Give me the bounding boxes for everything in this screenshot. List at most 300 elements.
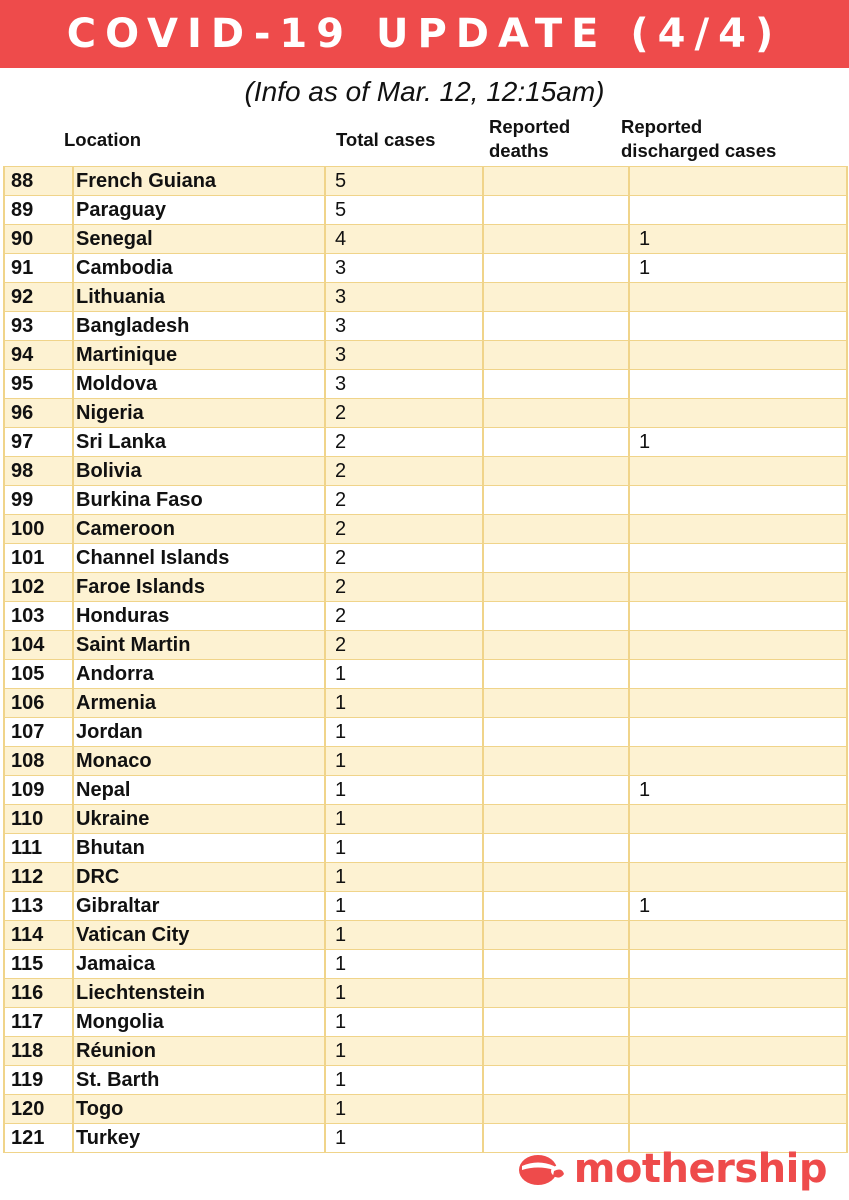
table-row	[3, 631, 848, 660]
table-grid-line	[3, 486, 5, 515]
table-grid-line	[3, 341, 5, 370]
table-grid-line	[846, 660, 848, 689]
table-row	[3, 341, 848, 370]
row-total-cases: 1	[335, 808, 347, 830]
table-grid-line	[3, 602, 5, 631]
table-grid-line	[72, 1124, 74, 1153]
table-grid-line	[72, 631, 74, 660]
column-header-deaths-line1: Reported	[489, 116, 571, 137]
table-grid-line	[324, 341, 326, 370]
table-row	[3, 776, 848, 805]
row-number: 90	[11, 228, 34, 250]
row-number: 95	[11, 373, 34, 395]
table-row	[3, 167, 848, 196]
row-total-cases: 1	[335, 692, 347, 714]
table-grid-line	[72, 892, 74, 921]
table-grid-line	[72, 283, 74, 312]
table-grid-line	[72, 196, 74, 225]
table-grid-line	[3, 399, 5, 428]
row-location: Mongolia	[76, 1011, 164, 1033]
table-grid-line	[72, 602, 74, 631]
table-grid-line	[324, 283, 326, 312]
table-grid-line	[846, 428, 848, 457]
table-grid-line	[628, 428, 630, 457]
table-grid-line	[628, 660, 630, 689]
table-grid-line	[72, 515, 74, 544]
table-grid-line	[482, 312, 484, 341]
table-grid-line	[482, 863, 484, 892]
row-number: 115	[11, 953, 44, 975]
cases-table	[3, 166, 848, 1153]
column-header-deaths-line2: deaths	[489, 140, 549, 161]
row-location: Vatican City	[76, 924, 190, 946]
row-number: 121	[11, 1127, 45, 1149]
table-grid-line	[3, 370, 5, 399]
row-location: Turkey	[76, 1127, 141, 1149]
row-number: 118	[11, 1040, 44, 1062]
header-banner	[0, 0, 849, 68]
table-grid-line	[846, 834, 848, 863]
table-grid-line	[72, 834, 74, 863]
row-location: Jordan	[76, 721, 143, 743]
table-grid-line	[72, 689, 74, 718]
row-location: Bhutan	[76, 837, 145, 859]
row-number: 101	[11, 547, 45, 569]
table-grid-line	[72, 486, 74, 515]
row-location: Channel Islands	[76, 547, 230, 569]
column-header-reported-discharged	[621, 115, 841, 163]
table-row	[3, 805, 848, 834]
table-grid-line	[3, 892, 5, 921]
table-grid-line	[72, 399, 74, 428]
row-location: Bolivia	[76, 460, 142, 482]
row-location: Paraguay	[76, 199, 167, 221]
table-grid-line	[628, 341, 630, 370]
table-row	[3, 544, 848, 573]
table-grid-line	[72, 312, 74, 341]
table-row	[3, 196, 848, 225]
table-grid-line	[72, 950, 74, 979]
table-grid-line	[482, 1124, 484, 1153]
table-grid-line	[482, 747, 484, 776]
table-grid-line	[324, 979, 326, 1008]
table-grid-line	[628, 1008, 630, 1037]
table-grid-line	[482, 776, 484, 805]
row-location: Gibraltar	[76, 895, 160, 917]
table-grid-line	[628, 225, 630, 254]
table-grid-line	[846, 892, 848, 921]
table-grid-line	[628, 457, 630, 486]
table-grid-line	[846, 457, 848, 486]
table-grid-line	[846, 631, 848, 660]
table-grid-line	[628, 1037, 630, 1066]
table-grid-line	[3, 573, 5, 602]
table-row	[3, 921, 848, 950]
table-grid-line	[846, 312, 848, 341]
row-total-cases: 3	[335, 286, 347, 308]
table-grid-line	[628, 312, 630, 341]
table-grid-line	[72, 544, 74, 573]
row-location: Togo	[76, 1098, 124, 1120]
table-row	[3, 1008, 848, 1037]
row-total-cases: 2	[335, 605, 347, 627]
table-grid-line	[324, 950, 326, 979]
row-total-cases: 2	[335, 518, 347, 540]
row-total-cases: 1	[335, 721, 347, 743]
table-row	[3, 660, 848, 689]
table-row	[3, 1037, 848, 1066]
column-header-discharged-line2: discharged cases	[621, 140, 777, 161]
table-grid-line	[846, 544, 848, 573]
table-grid-line	[846, 486, 848, 515]
table-grid-line	[628, 370, 630, 399]
table-grid-line	[324, 196, 326, 225]
table-grid-line	[324, 515, 326, 544]
table-row	[3, 515, 848, 544]
row-number: 112	[11, 866, 44, 888]
row-location: Martinique	[76, 344, 178, 366]
row-number: 100	[11, 518, 45, 540]
table-grid-line	[482, 805, 484, 834]
row-location: Burkina Faso	[76, 489, 203, 511]
table-grid-line	[628, 544, 630, 573]
row-total-cases: 5	[335, 199, 347, 221]
row-number: 88	[11, 170, 34, 192]
column-header-total-cases: Total cases	[336, 129, 436, 150]
mothership-logo-icon	[516, 1149, 566, 1189]
table-grid-line	[3, 1095, 5, 1124]
row-number: 89	[11, 199, 34, 221]
table-grid-line	[482, 1037, 484, 1066]
table-grid-line	[324, 254, 326, 283]
row-number: 111	[11, 837, 43, 859]
table-grid-line	[846, 776, 848, 805]
row-number: 110	[11, 808, 44, 830]
row-total-cases: 1	[335, 895, 347, 917]
row-number: 94	[11, 344, 34, 366]
table-grid-line	[324, 573, 326, 602]
row-location: Réunion	[76, 1040, 156, 1062]
row-number: 97	[11, 431, 34, 453]
table-grid-line	[628, 950, 630, 979]
table-grid-line	[324, 660, 326, 689]
table-grid-line	[3, 544, 5, 573]
row-total-cases: 2	[335, 547, 347, 569]
table-grid-line	[72, 341, 74, 370]
table-grid-line	[846, 950, 848, 979]
row-location: St. Barth	[76, 1069, 160, 1091]
table-grid-line	[72, 921, 74, 950]
table-grid-line	[3, 457, 5, 486]
row-number: 108	[11, 750, 45, 772]
table-row	[3, 486, 848, 515]
table-grid-line	[72, 428, 74, 457]
table-grid-line	[846, 196, 848, 225]
table-grid-line	[72, 225, 74, 254]
table-grid-line	[3, 312, 5, 341]
table-grid-line	[72, 660, 74, 689]
table-row	[3, 428, 848, 457]
row-location: Bangladesh	[76, 315, 190, 337]
row-number: 105	[11, 663, 45, 685]
table-grid-line	[482, 979, 484, 1008]
table-grid-line	[72, 776, 74, 805]
row-number: 114	[11, 924, 44, 946]
table-grid-line	[482, 486, 484, 515]
row-total-cases: 2	[335, 634, 347, 656]
table-grid-line	[324, 834, 326, 863]
info-timestamp: (Info as of Mar. 12, 12:15am)	[244, 76, 605, 107]
table-grid-line	[72, 573, 74, 602]
row-total-cases: 2	[335, 431, 347, 453]
table-grid-line	[3, 689, 5, 718]
row-total-cases: 1	[335, 866, 347, 888]
table-grid-line	[628, 515, 630, 544]
table-grid-line	[628, 573, 630, 602]
table-grid-line	[846, 283, 848, 312]
row-location: DRC	[76, 866, 120, 888]
table-row	[3, 1095, 848, 1124]
table-grid-line	[3, 979, 5, 1008]
row-discharged-cases: 1	[639, 431, 651, 453]
table-grid-line	[482, 544, 484, 573]
row-total-cases: 3	[335, 257, 347, 279]
row-location: Jamaica	[76, 953, 155, 975]
table-grid-line	[846, 1095, 848, 1124]
row-number: 113	[11, 895, 44, 917]
table-grid-line	[628, 921, 630, 950]
table-grid-line	[324, 863, 326, 892]
row-location: Andorra	[76, 663, 154, 685]
row-total-cases: 1	[335, 1069, 347, 1091]
table-grid-line	[324, 544, 326, 573]
table-row	[3, 834, 848, 863]
row-location: French Guiana	[76, 170, 217, 192]
row-total-cases: 1	[335, 750, 347, 772]
row-number: 119	[11, 1069, 44, 1091]
row-total-cases: 4	[335, 228, 347, 250]
table-grid-line	[482, 167, 484, 196]
table-grid-line	[324, 428, 326, 457]
table-grid-line	[846, 515, 848, 544]
table-grid-line	[324, 1008, 326, 1037]
table-grid-line	[324, 689, 326, 718]
table-grid-line	[324, 747, 326, 776]
table-row	[3, 747, 848, 776]
row-location: Senegal	[76, 228, 153, 250]
table-grid-line	[324, 1066, 326, 1095]
table-grid-line	[3, 1124, 5, 1153]
table-grid-line	[72, 718, 74, 747]
table-grid-line	[72, 1037, 74, 1066]
table-grid-line	[846, 921, 848, 950]
row-number: 117	[11, 1011, 44, 1033]
table-grid-line	[482, 834, 484, 863]
row-total-cases: 1	[335, 1011, 347, 1033]
table-grid-line	[482, 1008, 484, 1037]
table-grid-line	[324, 370, 326, 399]
table-grid-line	[3, 225, 5, 254]
row-number: 104	[11, 634, 45, 656]
page-title: COVID-19 UPDATE (4/4)	[66, 11, 783, 57]
table-grid-line	[628, 718, 630, 747]
table-grid-line	[3, 776, 5, 805]
row-location: Liechtenstein	[76, 982, 205, 1004]
table-grid-line	[3, 1066, 5, 1095]
table-grid-line	[324, 1095, 326, 1124]
table-grid-line	[482, 399, 484, 428]
row-discharged-cases: 1	[639, 257, 651, 279]
row-location: Sri Lanka	[76, 431, 167, 453]
table-grid-line	[3, 254, 5, 283]
table-grid-line	[482, 1095, 484, 1124]
table-grid-line	[324, 718, 326, 747]
row-discharged-cases: 1	[639, 895, 651, 917]
row-number: 98	[11, 460, 34, 482]
row-number: 96	[11, 402, 34, 424]
column-header-discharged-line1: Reported	[621, 116, 703, 137]
table-grid-line	[324, 805, 326, 834]
table-row	[3, 457, 848, 486]
row-number: 92	[11, 286, 34, 308]
row-location: Cameroon	[76, 518, 175, 540]
table-grid-line	[3, 834, 5, 863]
table-row	[3, 892, 848, 921]
row-location: Cambodia	[76, 257, 173, 279]
table-grid-line	[72, 747, 74, 776]
table-grid-line	[628, 863, 630, 892]
table-grid-line	[72, 979, 74, 1008]
table-grid-line	[628, 805, 630, 834]
table-grid-line	[324, 776, 326, 805]
table-grid-line	[3, 805, 5, 834]
table-row	[3, 950, 848, 979]
row-total-cases: 5	[335, 170, 347, 192]
table-grid-line	[482, 254, 484, 283]
table-grid-line	[72, 805, 74, 834]
table-grid-line	[3, 718, 5, 747]
table-grid-line	[482, 196, 484, 225]
table-grid-line	[324, 399, 326, 428]
table-grid-line	[628, 689, 630, 718]
table-grid-line	[482, 631, 484, 660]
table-row	[3, 399, 848, 428]
table-grid-line	[846, 1066, 848, 1095]
row-total-cases: 2	[335, 460, 347, 482]
row-total-cases: 1	[335, 924, 347, 946]
table-grid-line	[3, 283, 5, 312]
table-grid-line	[482, 718, 484, 747]
table-row	[3, 718, 848, 747]
table-grid-line	[628, 602, 630, 631]
table-row	[3, 225, 848, 254]
table-grid-line	[482, 225, 484, 254]
table-grid-line	[482, 921, 484, 950]
table-grid-line	[846, 1008, 848, 1037]
table-grid-line	[3, 921, 5, 950]
table-row	[3, 312, 848, 341]
table-row	[3, 283, 848, 312]
row-location: Nigeria	[76, 402, 144, 424]
table-grid-line	[324, 225, 326, 254]
row-number: 103	[11, 605, 45, 627]
row-total-cases: 3	[335, 373, 347, 395]
table-row	[3, 689, 848, 718]
row-total-cases: 1	[335, 779, 347, 801]
table-grid-line	[482, 515, 484, 544]
table-grid-line	[846, 254, 848, 283]
table-grid-line	[482, 283, 484, 312]
table-grid-line	[846, 399, 848, 428]
table-grid-line	[324, 1124, 326, 1153]
row-number: 93	[11, 315, 34, 337]
row-number: 91	[11, 257, 34, 279]
table-row	[3, 370, 848, 399]
table-grid-line	[628, 196, 630, 225]
table-grid-line	[846, 167, 848, 196]
row-number: 120	[11, 1098, 45, 1120]
table-grid-line	[846, 718, 848, 747]
table-grid-line	[3, 863, 5, 892]
table-grid-line	[846, 689, 848, 718]
table-grid-line	[482, 602, 484, 631]
table-grid-line	[846, 863, 848, 892]
row-location: Lithuania	[76, 286, 165, 308]
table-grid-line	[482, 689, 484, 718]
mothership-logo-text: mothership	[573, 1146, 827, 1192]
table-grid-line	[482, 457, 484, 486]
row-total-cases: 2	[335, 489, 347, 511]
mothership-logo	[516, 1146, 827, 1192]
table-grid-line	[482, 428, 484, 457]
row-location: Honduras	[76, 605, 170, 627]
table-grid-line	[72, 254, 74, 283]
row-location: Armenia	[76, 692, 157, 714]
table-grid-line	[72, 1008, 74, 1037]
table-grid-line	[72, 1066, 74, 1095]
table-row	[3, 1066, 848, 1095]
table-grid-line	[72, 1095, 74, 1124]
row-location: Moldova	[76, 373, 158, 395]
row-discharged-cases: 1	[639, 228, 651, 250]
table-grid-line	[628, 167, 630, 196]
table-grid-line	[846, 573, 848, 602]
row-total-cases: 1	[335, 1040, 347, 1062]
table-grid-line	[628, 486, 630, 515]
table-grid-line	[3, 631, 5, 660]
table-grid-line	[324, 312, 326, 341]
row-number: 102	[11, 576, 45, 598]
row-location: Faroe Islands	[76, 576, 205, 598]
table-grid-line	[846, 979, 848, 1008]
row-location: Ukraine	[76, 808, 150, 830]
table-grid-line	[846, 1124, 848, 1153]
row-number: 107	[11, 721, 45, 743]
table-grid-line	[482, 1066, 484, 1095]
table-grid-line	[324, 457, 326, 486]
table-row	[3, 863, 848, 892]
row-total-cases: 3	[335, 315, 347, 337]
table-grid-line	[72, 167, 74, 196]
table-grid-line	[3, 660, 5, 689]
table-row	[3, 254, 848, 283]
table-grid-line	[324, 602, 326, 631]
table-grid-line	[846, 225, 848, 254]
row-location: Monaco	[76, 750, 152, 772]
table-grid-line	[628, 631, 630, 660]
table-grid-line	[628, 776, 630, 805]
row-total-cases: 2	[335, 402, 347, 424]
